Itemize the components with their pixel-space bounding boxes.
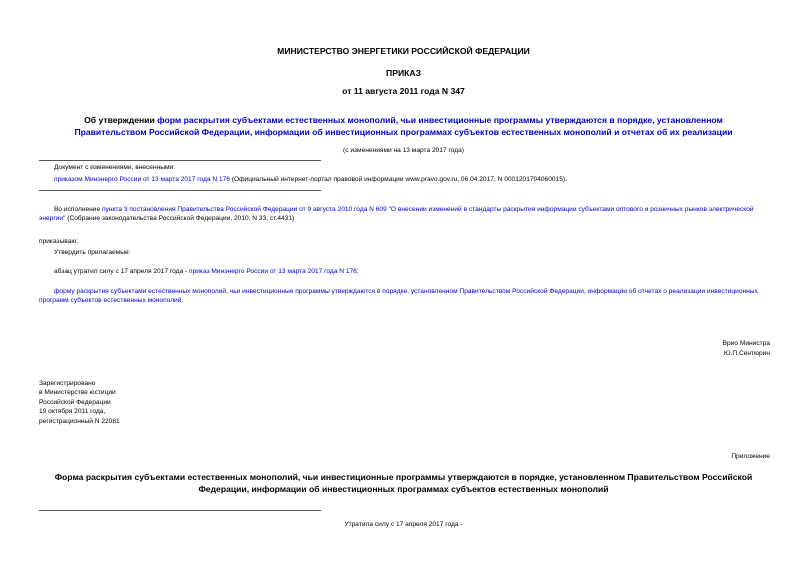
approve-line: Утвердить прилагаемые: <box>54 249 131 256</box>
item-2-link[interactable]: форму раскрытия субъектами естественных монополий, чьи инвестиционные программы утверждаются в порядке, установленном Правительством Российской Федерации, информации об отчетах о реализации инвестиционных программ субъектов естественных монополий <box>39 288 758 305</box>
item-1-end: ; <box>356 268 359 275</box>
doc-type-heading: ПРИКАЗ <box>386 68 421 78</box>
changes-label: Документ с изменениями, внесенными: <box>54 164 176 171</box>
appendix-label: Приложение <box>731 453 770 460</box>
doc-date-number: от 11 августа 2011 года N 347 <box>342 86 465 96</box>
item-1-link[interactable]: приказ Минэнерго России от 13 марта 2017 года N 176 <box>189 268 357 275</box>
appendix-title-line-1: Форма раскрытия субъектами естественных монополий, чьи инвестиционные программы утверждаются в порядке, установленном Правительством Российской <box>54 472 753 482</box>
title-link-1[interactable]: форм раскрытия субъектами естественных монополий, чьи инвестиционные программы утверждаются в порядке, установленном <box>157 115 723 125</box>
appendix-lost-force: Утратила силу с 17 апреля 2017 года - <box>344 521 463 528</box>
document-title <box>0 114 807 138</box>
registration-block <box>39 379 120 426</box>
preamble-paragraph <box>39 205 771 224</box>
preamble-intro: Во исполнение <box>54 206 102 213</box>
registration-line-4: 19 октября 2011 года, <box>39 408 106 416</box>
item-1 <box>54 267 794 276</box>
changes-block <box>54 163 794 185</box>
title-line-2 <box>0 126 807 138</box>
divider-top <box>39 160 321 161</box>
changes-note: (с изменениями на 13 марта 2017 года) <box>343 147 464 154</box>
signature-position: Врио Министра <box>722 340 770 347</box>
item-2 <box>39 287 771 306</box>
preamble-rest: (Собрание законодательства Российской Федерации, 2010, N 33, ст.4431) <box>65 215 295 223</box>
registration-line-5: регистрационный N 22081 <box>39 417 120 425</box>
appendix-title <box>0 471 807 495</box>
appendix-divider <box>39 510 321 511</box>
registration-line-2: в Министерстве юстиции <box>39 389 116 397</box>
title-prefix: Об утверждении <box>84 115 158 125</box>
changes-source <box>54 175 794 184</box>
signature-block <box>723 339 770 359</box>
title-line-1 <box>0 114 807 126</box>
preamble-link[interactable]: пункта 3 постановления Правительства Российской Федерации от 9 августа 2010 года N 609 "О внесении изменений в стандарты раскрытия информации субъектами оптового и розничных рынков электрической энергии" <box>39 206 754 223</box>
order-word: приказываю: <box>39 238 79 245</box>
signature-name: Ю.П.Сентюрин <box>723 350 770 357</box>
registration-line-1: Зарегистрировано <box>39 380 96 387</box>
item-2-end: . <box>181 297 184 305</box>
registration-line-3: Российской Федерации <box>39 398 111 406</box>
changes-source-rest: (Официальный интернет-портал правовой информации www.pravo.gov.ru, 06.04.2017, N 0001201704060015). <box>229 176 567 184</box>
changes-link[interactable]: приказом Минэнерго России от 13 марта 2017 года N 176 <box>54 176 230 184</box>
divider-bottom <box>39 190 321 191</box>
title-link-2[interactable]: Правительством Российской Федерации, информации об инвестиционных программах субъектов естественных монополий и отчетах об их реализации <box>74 127 733 137</box>
item-1-text: абзац утратил силу с 17 апреля 2017 года - <box>54 268 189 275</box>
appendix-title-line-2: Федерации, информации об инвестиционных программах субъектов естественных монополий <box>198 484 609 494</box>
ministry-heading: МИНИСТЕРСТВО ЭНЕРГЕТИКИ РОССИЙСКОЙ ФЕДЕРАЦИИ <box>277 46 530 56</box>
